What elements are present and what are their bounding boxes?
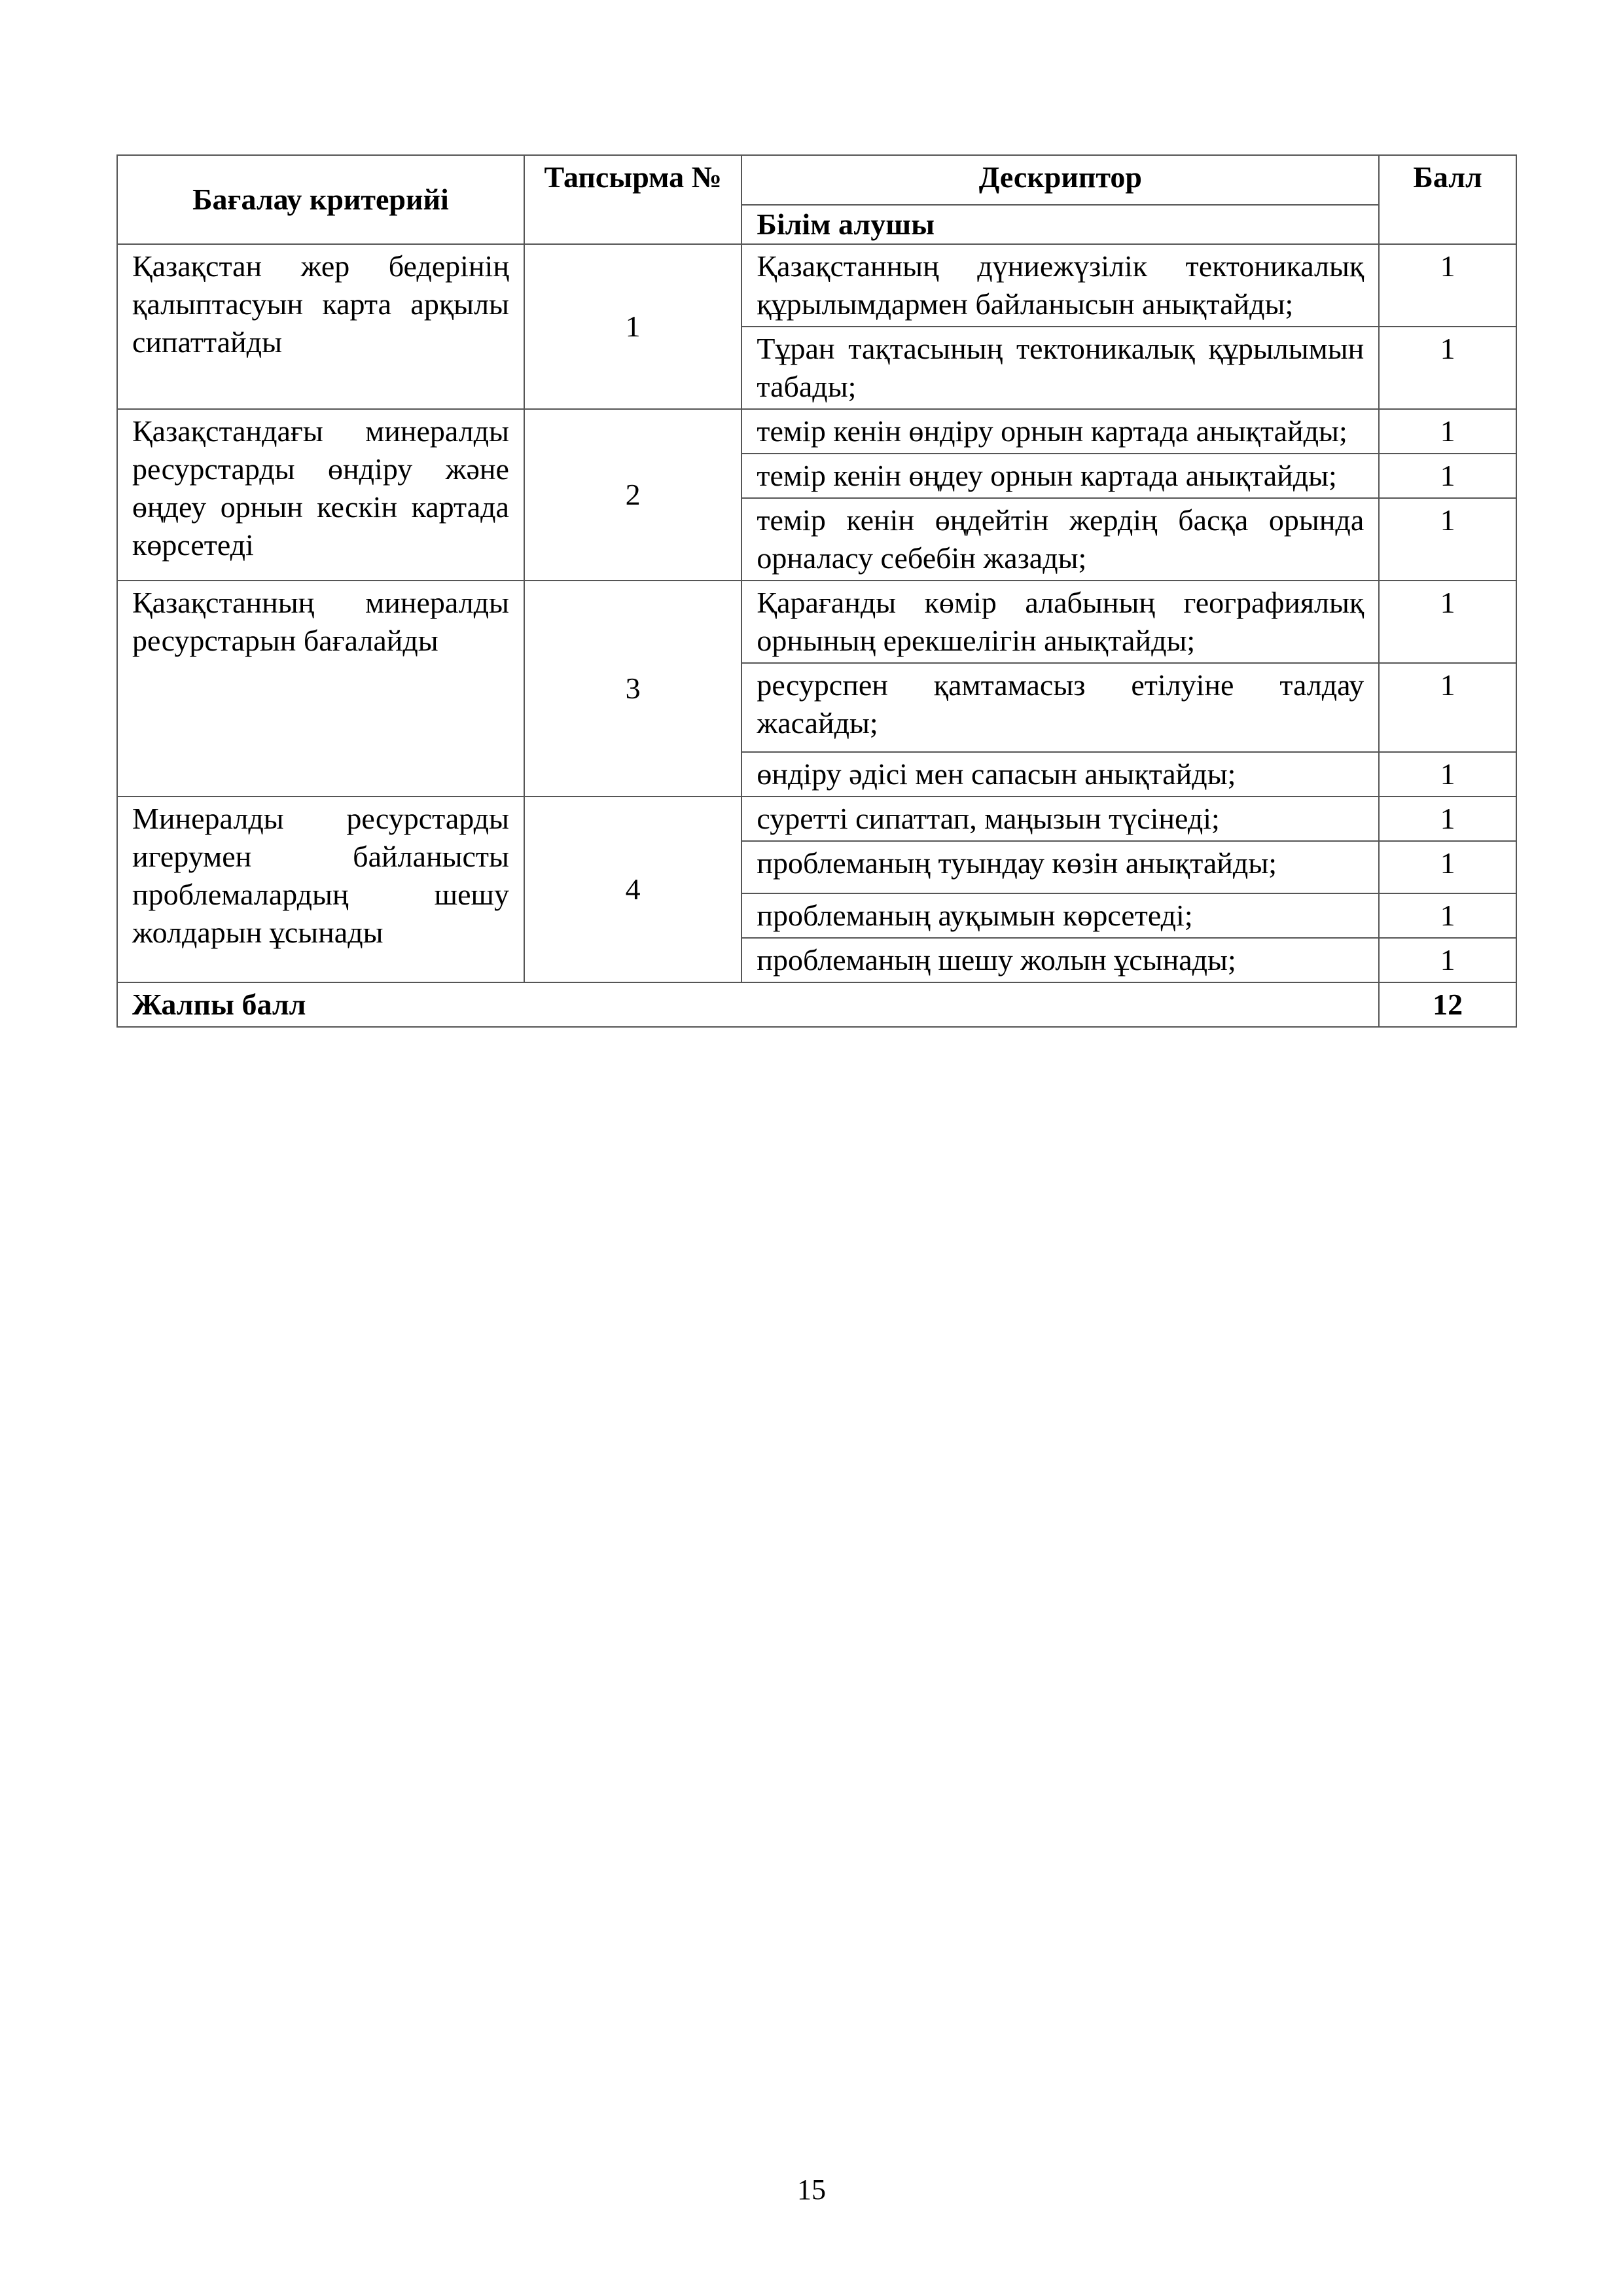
header-score: Балл: [1379, 155, 1516, 244]
score-cell: 1: [1379, 893, 1516, 938]
descriptor-cell: Тұран тақтасының тектоникалық құрылымын табады;: [741, 327, 1379, 409]
score-cell: 1: [1379, 327, 1516, 409]
score-cell: 1: [1379, 498, 1516, 581]
header-criteria: Бағалау критерийі: [117, 155, 524, 244]
score-cell: 1: [1379, 841, 1516, 893]
header-task-number: Тапсырма №: [524, 155, 741, 244]
descriptor-cell: темір кенін өңдеу орнын картада анықтайды;: [741, 454, 1379, 498]
descriptor-cell: суретті сипаттап, маңызын түсінеді;: [741, 797, 1379, 841]
task-number-cell: 2: [524, 409, 741, 581]
table-row: [117, 409, 1516, 454]
score-cell: 1: [1379, 409, 1516, 454]
descriptor-cell: ресурспен қамтамасыз етілуіне талдау жасайды;: [741, 663, 1379, 752]
task-number-cell: 3: [524, 581, 741, 797]
criteria-cell: Қазақстандағы минералды ресурстарды өндіру және өңдеу орнын кескін картада көрсетеді: [117, 409, 524, 581]
descriptor-cell: өндіру әдісі мен сапасын анықтайды;: [741, 752, 1379, 797]
score-cell: 1: [1379, 938, 1516, 982]
table-row: [117, 797, 1516, 841]
header-descriptor: Дескриптор: [741, 155, 1379, 205]
score-cell: 1: [1379, 244, 1516, 327]
score-cell: 1: [1379, 454, 1516, 498]
criteria-cell: Минералды ресурстарды игерумен байланысты проблемалардың шешу жолдарын ұсынады: [117, 797, 524, 982]
descriptor-cell: проблеманың шешу жолын ұсынады;: [741, 938, 1379, 982]
descriptor-cell: проблеманың ауқымын көрсетеді;: [741, 893, 1379, 938]
criteria-cell: Қазақстанның минералды ресурстарын бағалайды: [117, 581, 524, 797]
page-number: 15: [797, 2174, 826, 2206]
descriptor-cell: Қазақстанның дүниежүзілік тектоникалық құрылымдармен байланысын анықтайды;: [741, 244, 1379, 327]
table-header-row: [117, 155, 1516, 205]
descriptor-cell: проблеманың туындау көзін анықтайды;: [741, 841, 1379, 893]
table-row: [117, 581, 1516, 663]
total-label: Жалпы балл: [117, 982, 1379, 1027]
task-number-cell: 1: [524, 244, 741, 409]
total-score: 12: [1379, 982, 1516, 1027]
table-row: [117, 244, 1516, 327]
assessment-rubric-table: [116, 154, 1517, 1028]
score-cell: 1: [1379, 752, 1516, 797]
score-cell: 1: [1379, 663, 1516, 752]
descriptor-cell: темір кенін өндіру орнын картада анықтайды;: [741, 409, 1379, 454]
score-cell: 1: [1379, 797, 1516, 841]
total-row: [117, 982, 1516, 1027]
task-number-cell: 4: [524, 797, 741, 982]
criteria-cell: Қазақстан жер бедерінің қалыптасуын карта арқылы сипаттайды: [117, 244, 524, 409]
header-descriptor-subtitle: Білім алушы: [741, 205, 1379, 244]
descriptor-cell: Қарағанды көмір алабының географиялық орнының ерекшелігін анықтайды;: [741, 581, 1379, 663]
score-cell: 1: [1379, 581, 1516, 663]
descriptor-cell: темір кенін өңдейтін жердің басқа орында орналасу себебін жазады;: [741, 498, 1379, 581]
